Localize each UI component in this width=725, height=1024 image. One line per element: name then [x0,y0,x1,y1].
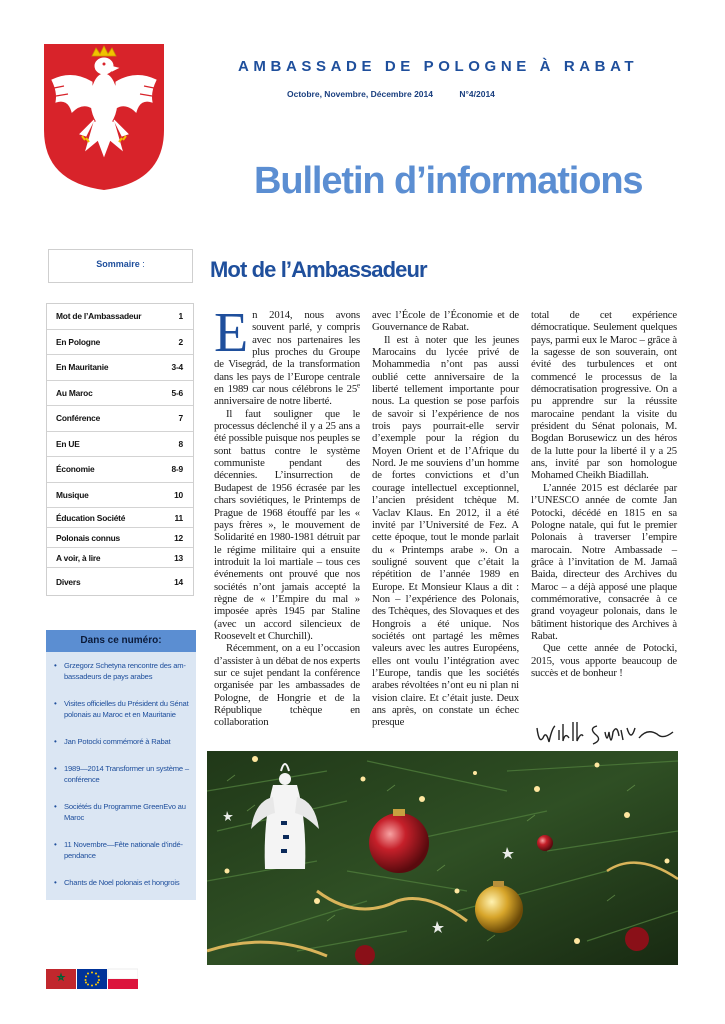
bulletin-title: Bulletin d’informations [254,160,643,202]
bullet-icon: • [54,840,57,849]
sommaire-box [48,249,193,283]
list-item-text: Jan Potocki commémoré à Rabat [64,737,171,746]
list-item-text: Sociétés du Programme GreenEvo au Maroc [64,802,186,822]
article-title: Mot de l’Ambassadeur [210,257,427,282]
dans-ce-numero-list [46,652,196,888]
toc-page: 11 [174,512,183,523]
toc-label: A voir, à lire [56,552,101,563]
toc-page: 8-9 [171,464,183,475]
list-item-text: 1989—2014 Transformer un système – conférence [64,764,189,784]
toc-page: 8 [178,438,183,449]
article-paragraph: avec l’École de l’Économie et de Gouvernance de Rabat. [372,309,519,334]
list-item[interactable] [54,763,190,785]
toc-page: 12 [174,532,183,543]
toc-label: En Pologne [56,336,101,347]
toc-row[interactable] [47,381,193,407]
sommaire-colon: : [142,259,145,269]
toc-row[interactable] [47,568,193,595]
dans-ce-numero-box [46,630,196,900]
article-paragraph: total de cet expérience démocratique. Seulement quelques pays, parmi eux le Maroc – grâce à la sagesse de son souverain, ont évité des turbulences et ont commencé le processus de la démocratisation progressive. On a pu apprendre sur la réussite marocaine pendant la visite du président du Sénat polonais, M. Bogdan Borusewicz un des héros de la lutte pour la liberté il y a 25 ans, invité par son homologue Mohamed Cheikh Biadillah. [531,309,677,482]
toc-page: 5-6 [171,387,183,398]
toc-label: Au Maroc [56,387,93,398]
sommaire-label: Sommaire [96,259,140,269]
paragraph-text: anniversaire de notre liberté. [214,395,332,408]
article-column-1 [214,302,360,729]
list-item[interactable] [54,660,190,682]
dans-ce-numero-title: Dans ce numéro: [46,630,196,652]
article-column-2 [372,309,519,729]
bullet-icon: • [54,699,57,708]
toc-page: 13 [174,552,183,563]
toc-row[interactable] [47,548,193,568]
list-item[interactable] [54,839,190,861]
article-paragraph: Récemment, on a eu l’occasion d’assister à un débat de nos experts sur ce sujet pendant la conférence organisée par les ambassades de Pologne, de Hongrie et de la République tchèque en collaboration [214,642,360,729]
article-paragraph: Il faut souligner que le processus déclenché il y a 25 ans a été possible puisque nos peuples se sont battus contre le système communiste pendant des décennies. L’insurrection de Budapest de 1956 écrasée par les chars soviétiques, le Printemps de Prague de 1968 étouffé par les « pays frères », le mouvement de Solidarité en 1980-1981 détruit par le régime militaire qui a ensuite introduit la loi martiale – tous ces événements ont prouvé que nos sociétés n’ont jamais accepté la règne de « l’Empire du mal » imposée après 1945 par Staline (avec un accord silencieux de Roosevelt et Churchill). [214,407,360,642]
toc-label: Conférence [56,413,101,424]
issue-number: N°4/2014 [459,89,495,99]
issue-period: Octobre, Novembre, Décembre 2014 [287,89,433,99]
article-column-3 [531,309,677,679]
toc-label: Polonais connus [56,532,121,543]
toc-row[interactable] [47,483,193,509]
toc-label: Mot de l’Ambassadeur [56,311,142,322]
toc-label: Économie [56,464,95,475]
toc-label: En Mauritanie [56,362,109,373]
bullet-icon: • [54,764,57,773]
toc-row[interactable] [47,457,193,483]
issue-line [287,89,495,99]
toc-page: 1 [178,311,183,322]
toc-row[interactable] [47,406,193,432]
bullet-icon: • [54,878,57,887]
toc-row[interactable] [47,330,193,356]
ambassador-signature-icon [531,714,681,754]
bullet-icon: • [54,661,57,670]
toc-page: 10 [174,489,183,500]
list-item-text: Visites officielles du Président du Sénat polonais au Maroc et en Mauritanie [64,699,189,719]
toc-row[interactable] [47,432,193,458]
article-paragraph: Il est à noter que les jeunes Marocains du lycée privé de Mohammedia n’ont pas aussi oublié cette anniversaire de la liberté tellement importante pour nous. La question se pose parfois de savoir si l’expérience de nos trois pays pourrait-elle servir d’exemple pour la région du Moyen Orient et de l’Afrique du Nord. Je me souviens d’un homme de fortes convictions et d’un courage intellectuel exceptionnel, l’ancien président tchèque M. Vaclav Klaus. En 2012, il a été invité par l’Université de Fez. A cette époque, tout le monde parlait du « Printemps arabe ». On a souligné souvent que c’était la répétition de l’année 1989 en Europe. Et Monsieur Klaus a dit : Non – l’expérience des Polonais, des Tchèques, des Slovaques et des Hongrois a été unique. Nos sociétés ont partagé les mêmes valeurs avec les autres Européens, elles ont voulu l’intégration avec l’Europe, tandis que les sociétés arabes révoltées n’ont eu ni plan ni vision claire. Et c’était juste. Deux ans après, on constate un échec presque [372,333,519,729]
toc-label: Éducation Société [56,512,126,523]
toc-row[interactable] [47,304,193,330]
paragraph-text: n 2014, nous avons souvent parlé, y compris avec nos partenaires les plus proches du Groupe de Visegrád, de la transformation dans les pays de l’Europe centrale en 1989 car nous célébrons le 25 [214,309,360,396]
list-item[interactable] [54,801,190,823]
morocco-eu-poland-flags-icon [46,966,138,992]
bullet-icon: • [54,802,57,811]
toc-page: 2 [178,336,183,347]
list-item-text: Grzegorz Schetyna rencontre des am-bassadeurs de pays arabes [64,661,186,681]
bullet-icon: • [54,737,57,746]
superscript: e [357,381,360,390]
article-paragraph: L’année 2015 est déclarée par l’UNESCO année de comte Jan Potocki, décédé en 1815 en sa Pologne natale, qui fut le premier Polonais à traverser l’empire marocain. Notre Ambassade – grâce à l’invitation de M. Jamaâ Baida, directeur des Archives du Maroc – a déjà apposé une plaque commémorative, consacrée à ce grand voyageur polonais, dans le bâtiment historique des Archives à Rabat. [531,481,677,642]
list-item-text: 11 Novembre—Fête nationale d’indé-pendance [64,840,183,860]
toc-page: 14 [174,576,183,587]
toc-row[interactable] [47,355,193,381]
list-item[interactable] [54,877,190,888]
christmas-tree-photo-icon [207,751,678,965]
toc-page: 7 [178,413,183,424]
list-item[interactable] [54,736,190,747]
toc-label: En UE [56,438,80,449]
article-paragraph [214,302,360,408]
list-item-text: Chants de Noel polonais et hongrois [64,878,180,887]
toc-row[interactable] [47,528,193,548]
toc-row[interactable] [47,508,193,528]
embassy-title: AMBASSADE DE POLOGNE À RABAT [238,58,639,75]
drop-cap: E [214,302,249,364]
toc-page: 3-4 [171,362,183,373]
toc-label: Divers [56,576,81,587]
polish-eagle-emblem-icon [42,42,166,192]
list-item[interactable] [54,698,190,720]
table-of-contents [46,303,194,596]
article-paragraph: Que cette année de Potocki, 2015, vous apporte beaucoup de succès et de bonheur ! [531,642,677,679]
toc-label: Musique [56,489,89,500]
